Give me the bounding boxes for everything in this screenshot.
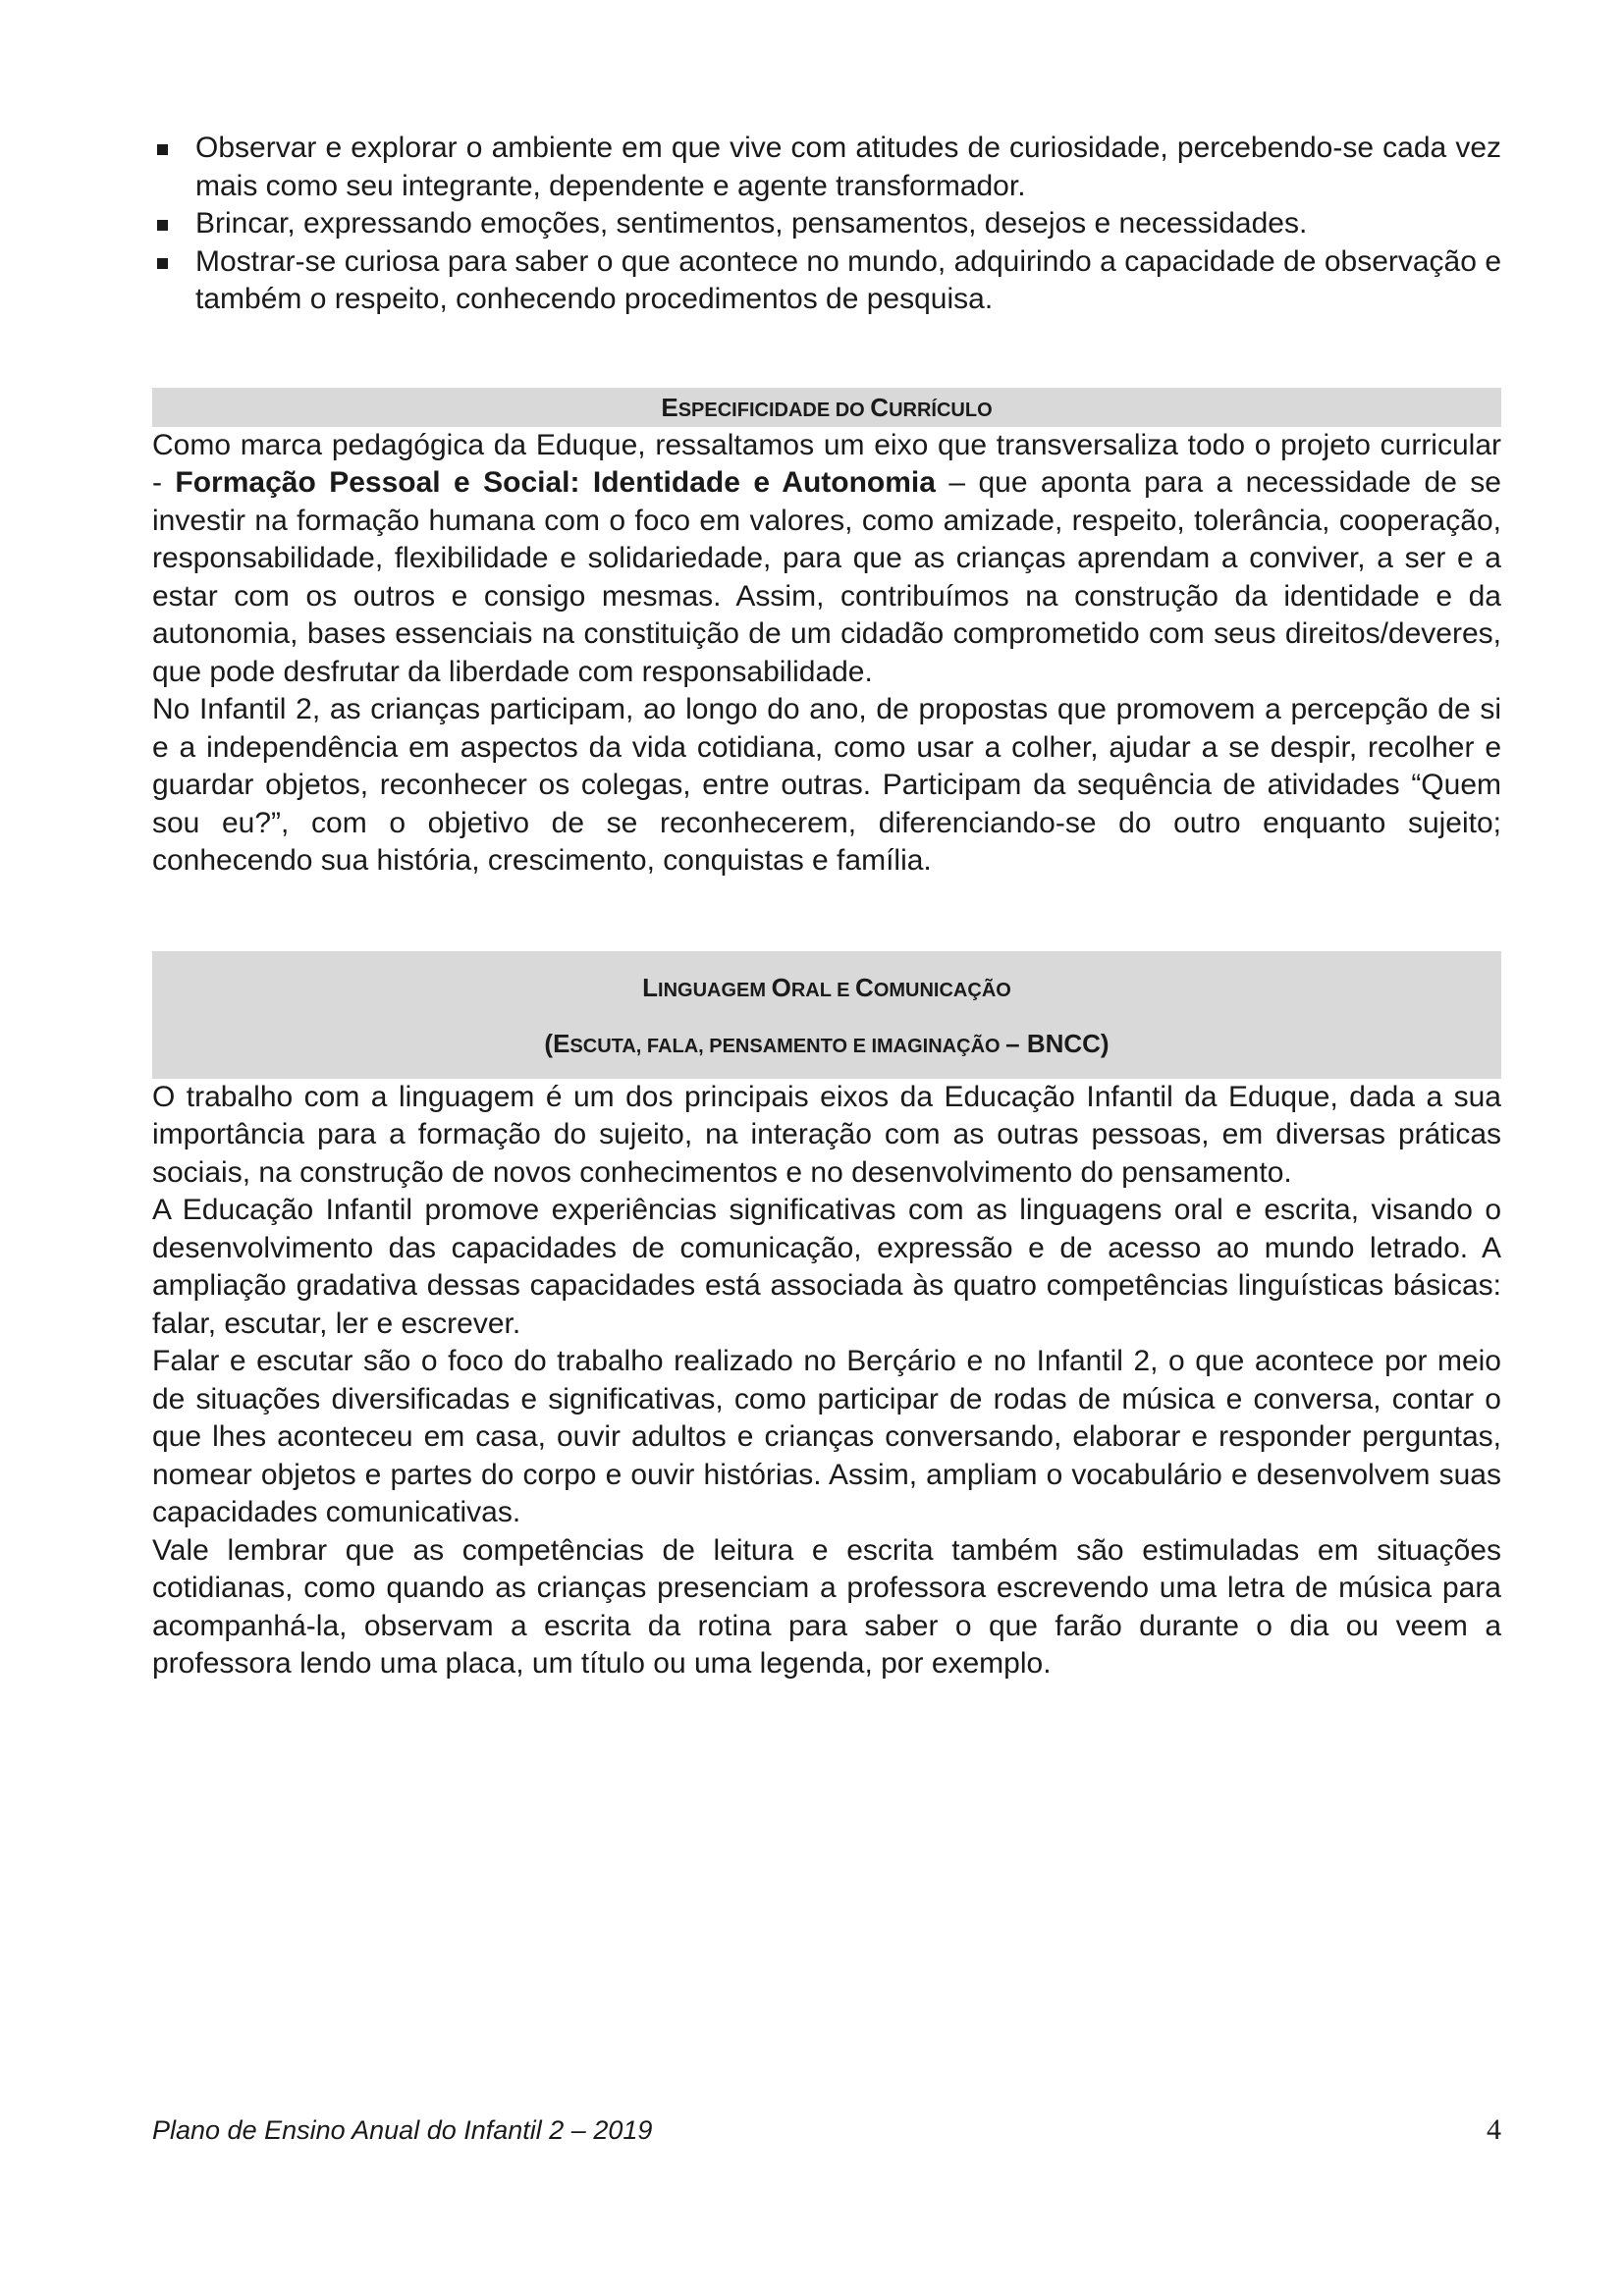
list-item [152, 205, 1501, 243]
section-header-especificidade [152, 388, 1501, 427]
list-item-text: Brincar, expressando emoções, sentimentos, pensamentos, desejos e necessidades. [195, 207, 1308, 240]
section-header-linguagem [152, 951, 1501, 1079]
header-line [152, 1017, 1501, 1073]
page-content [152, 130, 1501, 1683]
paragraph: Vale lembrar que as competências de leitura e escrita também são estimuladas em situações cotidianas, como quando as crianças presenciam a professora escrevendo uma letra de música para acompanhá-la, observam a escrita da rotina para saber o que farão durante o dia ou veem a professora lendo uma placa, um título ou uma legenda, por exemplo. [152, 1533, 1501, 1680]
paragraph: Falar e escutar são o foco do trabalho realizado no Berçário e no Infantil 2, o que acontece por meio de situações diversificadas e significativas, como participar de rodas de música e conversa, contar o que lhes aconteceu em casa, ouvir adultos e crianças conversando, elaborar e responder perguntas, nomear objetos e partes do corpo e ouvir histórias. Assim, ampliam o vocabulário e desenvolvem suas capacidades comunicativas. [152, 1345, 1501, 1528]
page-number: 4 [1487, 2113, 1501, 2146]
header-part: URRÍCULO [889, 399, 993, 421]
paragraph: No Infantil 2, as crianças participam, ao longo do ano, de propostas que promovem a percepção de si e a independência em aspectos da vida cotidiana, como usar a colher, ajudar a se despir, recolher e guardar objetos, reconhecer os colegas, entre outras. Participam da sequência de atividades “Quem sou eu?”, com o objetivo de se reconhecerem, diferenciando-se do outro enquanto sujeito; conhecendo sua história, crescimento, conquistas e família. [152, 693, 1501, 877]
paragraph [152, 427, 1501, 692]
paragraph: O trabalho com a linguagem é um dos principais eixos da Educação Infantil da Eduque, dada a sua importância para a formação do sujeito, na interação com as outras pessoas, em diversas práticas sociais, na construção de novos conhecimentos e no desenvolvimento do pensamento. [152, 1080, 1501, 1189]
header-part: E [661, 392, 678, 422]
objectives-list [152, 130, 1501, 319]
paragraph-text: – que aponta para a necessidade de se investir na formação humana com o foco em valores, como amizade, respeito, tolerância, cooperação, responsabilidade, flexibilidade e solidariedade, para que as crianças aprendam a conviver, a ser e a estar com os outros e consigo mesmas. Assim, contribuímos na construção da identidade e da autonomia, bases essenciais na constituição de um cidadão comprometido com seus direitos/deveres, que pode desfrutar da liberdade com responsabilidade. [152, 466, 1501, 688]
header-part: OMUNICAÇÃO [873, 979, 1011, 1001]
header-part: L [642, 972, 659, 1002]
footer-title: Plano de Ensino Anual do Infantil 2 – 2019 [152, 2115, 653, 2145]
header-line [152, 961, 1501, 1017]
square-bullet-icon [157, 220, 168, 231]
list-item-text: Mostrar-se curiosa para saber o que acontece no mundo, adquirindo a capacidade de observação e também o respeito, conhecendo procedimentos de pesquisa. [195, 244, 1501, 315]
header-part: INGUAGEM [658, 979, 772, 1001]
header-part: RAL E [790, 979, 856, 1001]
paragraph: A Educação Infantil promove experiências significativas com as linguagens oral e escrita, visando o desenvolvimento das capacidades de comunicação, expressão e de acesso ao mundo letrado. A ampliação gradativa dessas capacidades está associada às quatro competências linguísticas básicas: falar, escutar, ler e escrever. [152, 1194, 1501, 1340]
square-bullet-icon [157, 144, 168, 155]
square-bullet-icon [157, 258, 168, 269]
paragraph-bold-text: Formação Pessoal e Social: Identidade e Autonomia [175, 466, 936, 499]
header-part: – BNCC) [1005, 1028, 1110, 1058]
header-part: SPECIFICIDADE DO [677, 399, 871, 421]
list-item [152, 130, 1501, 205]
header-part: O [771, 972, 791, 1002]
page-footer [152, 2113, 1501, 2147]
list-item [152, 243, 1501, 319]
header-part: C [855, 972, 874, 1002]
list-item-text: Observar e explorar o ambiente em que vive com atitudes de curiosidade, percebendo-se cada vez mais como seu integrante, dependente e agente transformador. [195, 132, 1501, 202]
paragraph-text: Como marca pedagógica da Eduque, ressaltamos um eixo que transversaliza todo o projeto curricular - [152, 428, 1501, 499]
header-part: C [870, 392, 890, 422]
header-part: SCUTA, FALA, PENSAMENTO E IMAGINAÇÃO [569, 1035, 1006, 1057]
header-part: (E [544, 1028, 570, 1058]
